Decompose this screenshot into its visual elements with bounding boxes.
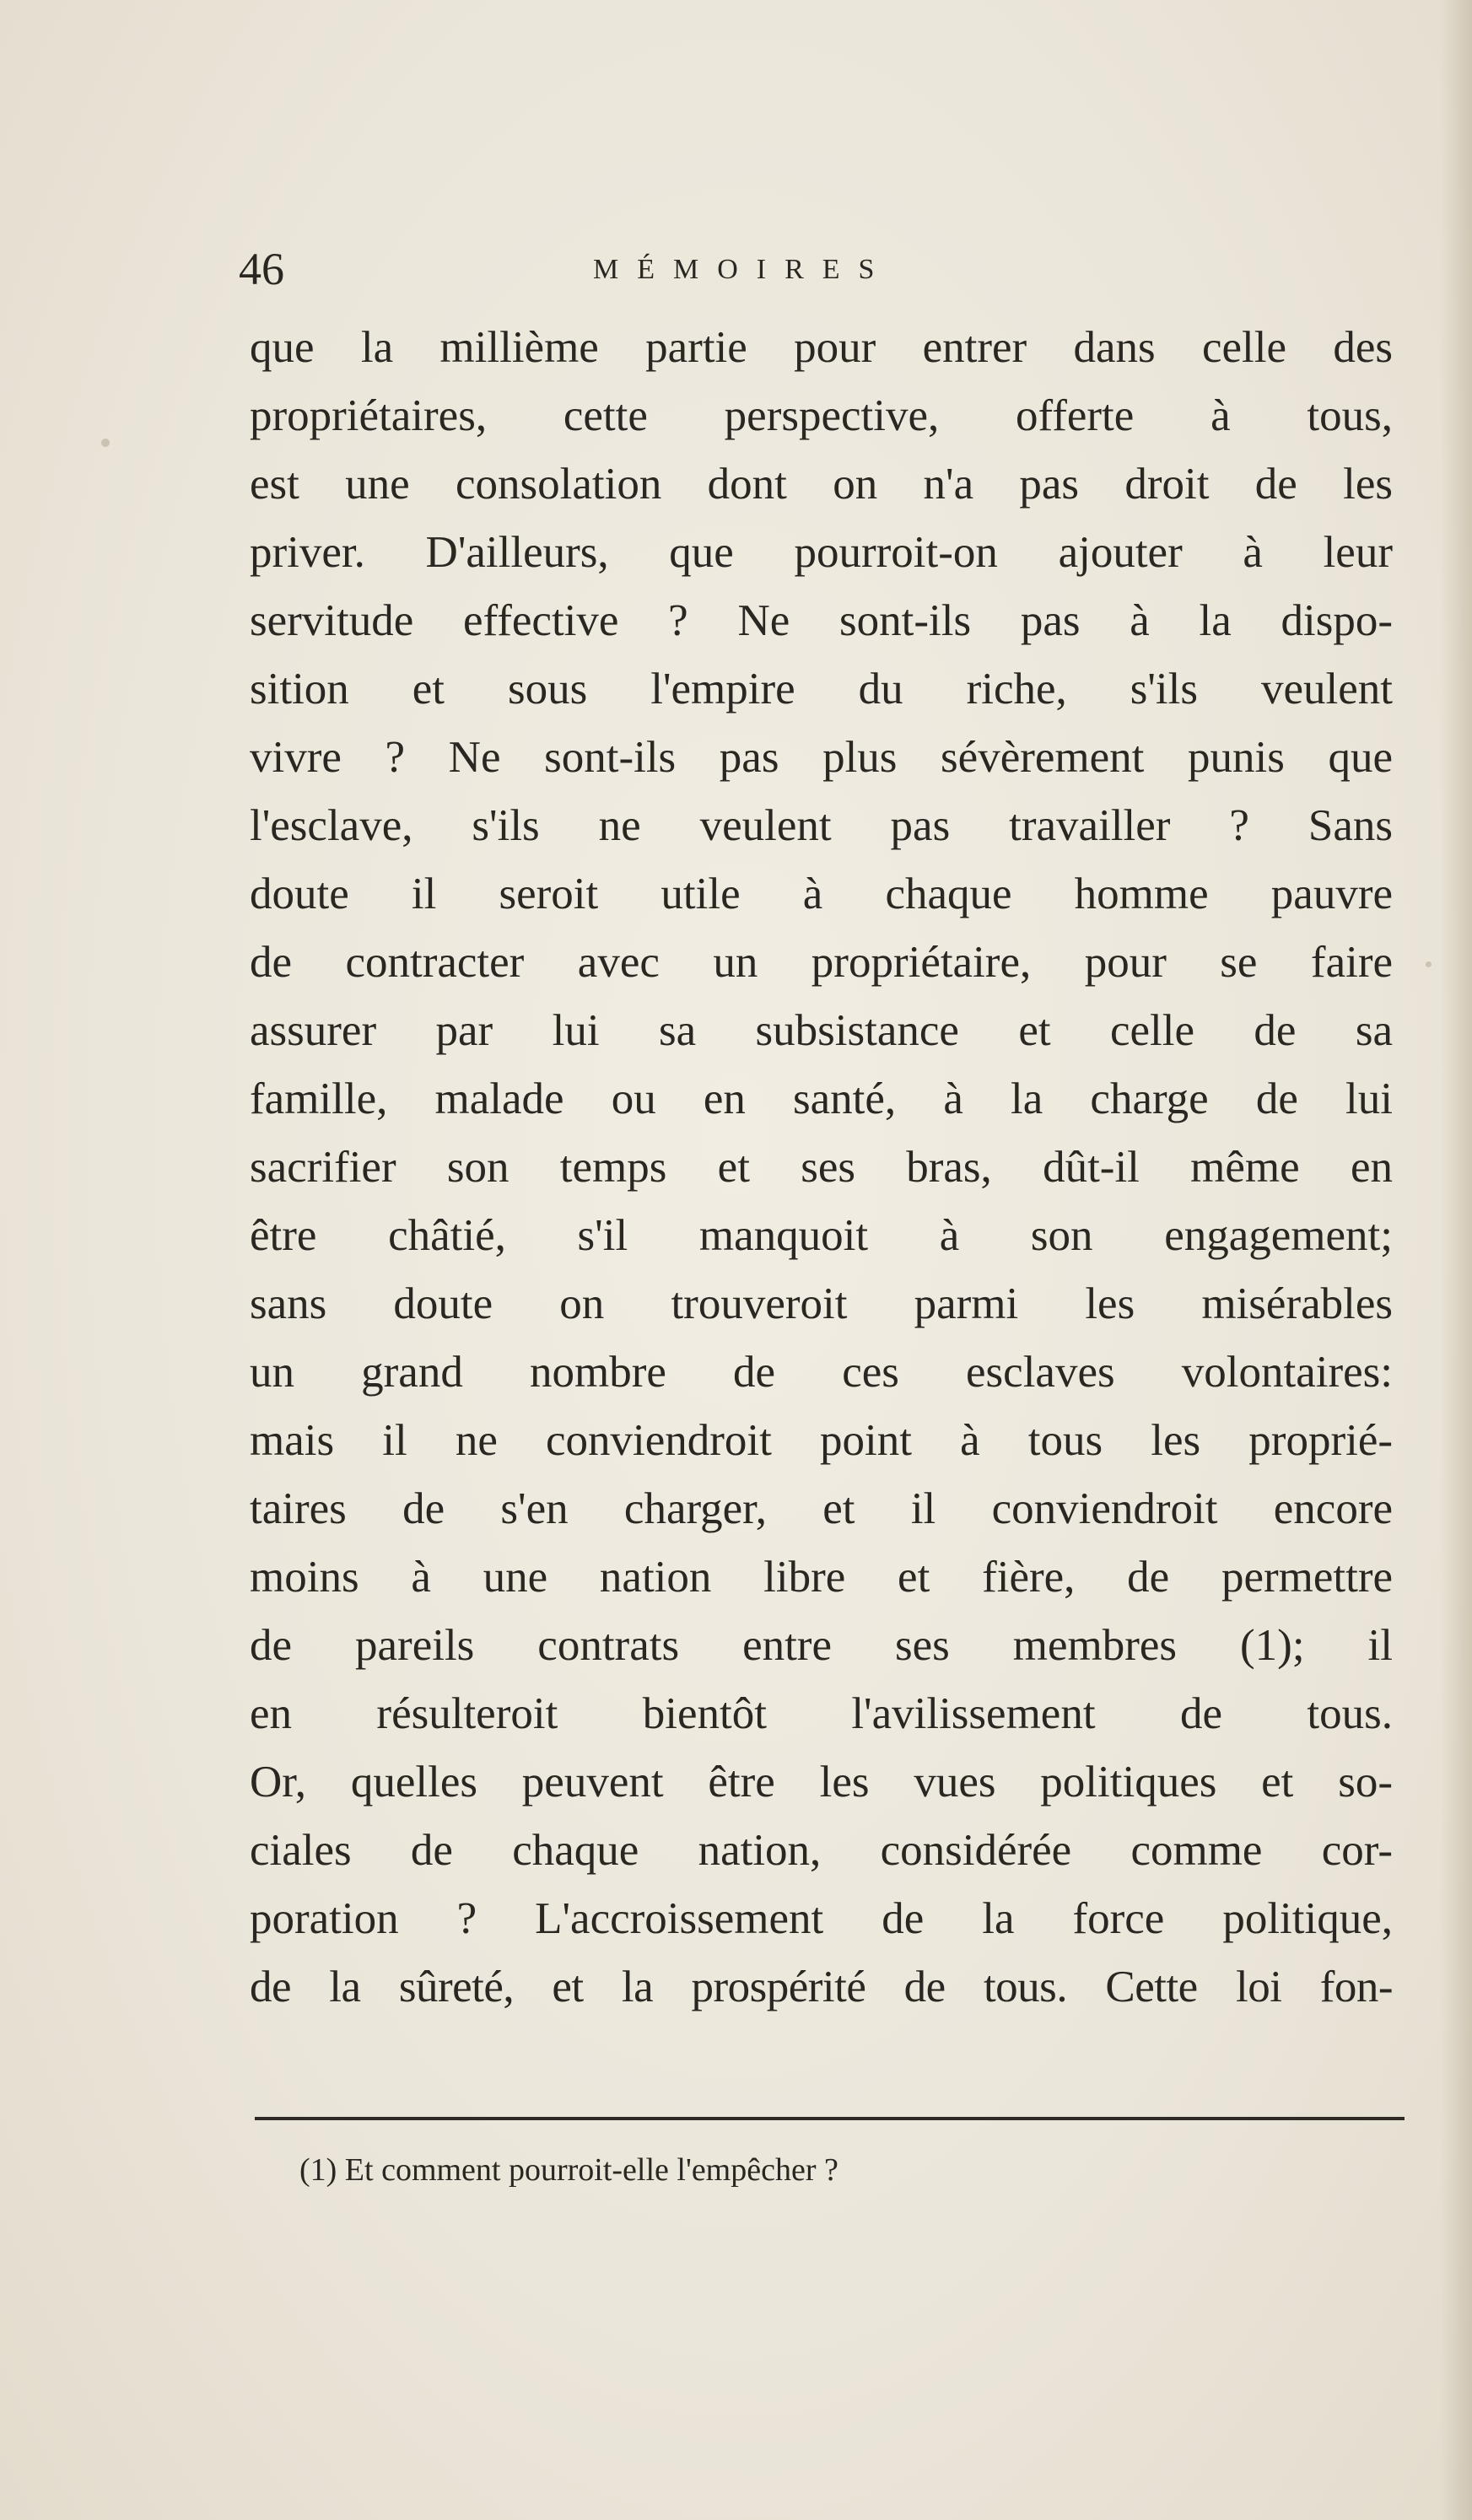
page-number: 46 xyxy=(239,244,284,294)
text-line: ciales de chaque nation, considérée comme cor- xyxy=(250,1826,1393,1875)
paper-stain xyxy=(101,439,110,447)
text-line: sition et sous l'empire du riche, s'ils veulent xyxy=(250,665,1393,713)
paper-stain xyxy=(1426,961,1432,967)
text-line: servitude effective ? Ne sont-ils pas à la dispo- xyxy=(250,596,1393,645)
text-line: de contracter avec un propriétaire, pour se faire xyxy=(250,938,1393,987)
text-line: priver. D'ailleurs, que pourroit-on ajouter à leur xyxy=(250,528,1393,577)
text-line: Or, quelles peuvent être les vues politiques et so- xyxy=(250,1758,1393,1807)
text-line: être châtié, s'il manquoit à son engagement; xyxy=(250,1211,1393,1260)
text-line: mais il ne conviendroit point à tous les proprié- xyxy=(250,1416,1393,1465)
text-line: un grand nombre de ces esclaves volontaires: xyxy=(250,1348,1393,1397)
text-line: de pareils contrats entre ses membres (1); il xyxy=(250,1621,1393,1670)
running-head: MÉMOIRES xyxy=(593,254,893,285)
text-line: assurer par lui sa subsistance et celle de sa xyxy=(250,1006,1393,1055)
text-line: sans doute on trouveroit parmi les misérables xyxy=(250,1279,1393,1328)
footnote: (1) Et comment pourroit-elle l'empêcher ? xyxy=(299,2152,838,2188)
text-line: famille, malade ou en santé, à la charge de lui xyxy=(250,1074,1393,1123)
page-header xyxy=(239,240,1394,299)
text-line: vivre ? Ne sont-ils pas plus sévèrement punis que xyxy=(250,733,1393,782)
text-line: est une consolation dont on n'a pas droit de les xyxy=(250,460,1393,509)
text-line: sacrifier son temps et ses bras, dût-il même en xyxy=(250,1143,1393,1192)
footnote-rule xyxy=(255,2117,1405,2120)
text-line: propriétaires, cette perspective, offerte à tous, xyxy=(250,391,1393,440)
text-line: l'esclave, s'ils ne veulent pas travailler ? Sans xyxy=(250,801,1393,850)
body-text xyxy=(250,314,1393,2022)
text-line: en résulteroit bientôt l'avilissement de tous. xyxy=(250,1689,1393,1738)
page-edge-shadow xyxy=(1440,0,1472,2520)
text-line: taires de s'en charger, et il conviendroit encore xyxy=(250,1484,1393,1533)
text-line: que la millième partie pour entrer dans celle des xyxy=(250,323,1393,372)
text-line: poration ? L'accroissement de la force politique, xyxy=(250,1894,1393,1943)
text-line: moins à une nation libre et fière, de permettre xyxy=(250,1553,1393,1602)
text-line: de la sûreté, et la prospérité de tous. Cette loi fon- xyxy=(250,1963,1393,2011)
text-line: doute il seroit utile à chaque homme pauvre xyxy=(250,870,1393,918)
